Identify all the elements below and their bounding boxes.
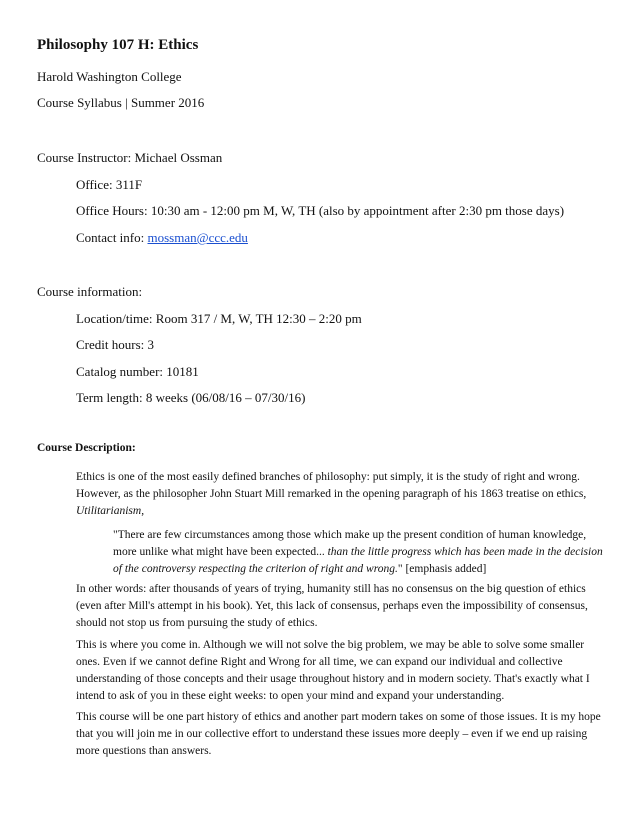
college-name: Harold Washington College xyxy=(37,69,182,84)
course-description-heading: Course Description: xyxy=(37,442,136,454)
p1-text: Ethics is one of the most easily defined branches of philosophy: put simply, it is the study of right and wrong. However, as the philosopher John Stuart Mill remarked in the opening paragraph of his 1863 treatise on ethics, xyxy=(76,471,587,500)
contact-info-line xyxy=(76,230,248,246)
description-paragraph-2: In other words: after thousands of years of trying, humanity still has no consensus on the big question of ethics (even after Mill's attempt in his book). Yet, this lack of consensus, perhaps even the impossibility of consensus, should not stop us from pursuing the study of ethics. xyxy=(76,583,588,629)
instructor-line: Course Instructor: Michael Ossman xyxy=(37,150,223,165)
office-line: Office: 311F xyxy=(76,177,143,192)
course-information-heading: Course information: xyxy=(37,284,143,299)
description-paragraph-4: This course will be one part history of ethics and another part modern takes on some of those issues. It is my hope that you will join me in our collective effort to understand these issues more deeply – even if we end up raising more questions than answers. xyxy=(76,711,601,757)
contact-info-label: Contact info: xyxy=(76,230,148,245)
contact-email-link[interactable]: mossman@ccc.edu xyxy=(147,230,248,245)
syllabus-term-line: Course Syllabus | Summer 2016 xyxy=(37,95,205,110)
quote-italic: than the little progress which has been made in the decision of the controversy respecting the criterion of right and wrong. xyxy=(113,546,603,575)
description-paragraph-1 xyxy=(76,469,606,520)
catalog-number-line: Catalog number: 10181 xyxy=(76,364,199,379)
p1-end: , xyxy=(141,505,145,517)
office-hours-line: Office Hours: 10:30 am - 12:00 pm M, W, TH (also by appointment after 2:30 pm those days) xyxy=(76,203,565,218)
p1-book-title: Utilitarianism xyxy=(76,505,142,517)
quote-plain: "There are few circumstances among those which make up the present condition of human knowledge, more unlike what might have been expected... xyxy=(113,529,587,558)
course-title: Philosophy 107 H: Ethics xyxy=(37,37,199,53)
credit-hours-line: Credit hours: 3 xyxy=(76,337,154,352)
quote-end: " [emphasis added] xyxy=(397,563,487,575)
mill-quote xyxy=(113,527,603,578)
description-paragraph-3: This is where you come in. Although we will not solve the big problem, we may be able to solve some smaller ones. Even if we cannot define Right and Wrong for all time, we can expand our individual and collective understanding of those concepts and their usage throughout history and in modern society. That's exactly what I intend to ask of you in these eight weeks: to open your mind and expand your understanding. xyxy=(76,639,590,702)
term-length-line: Term length: 8 weeks (06/08/16 – 07/30/16) xyxy=(76,390,306,405)
location-time-line: Location/time: Room 317 / M, W, TH 12:30 – 2:20 pm xyxy=(76,311,362,326)
